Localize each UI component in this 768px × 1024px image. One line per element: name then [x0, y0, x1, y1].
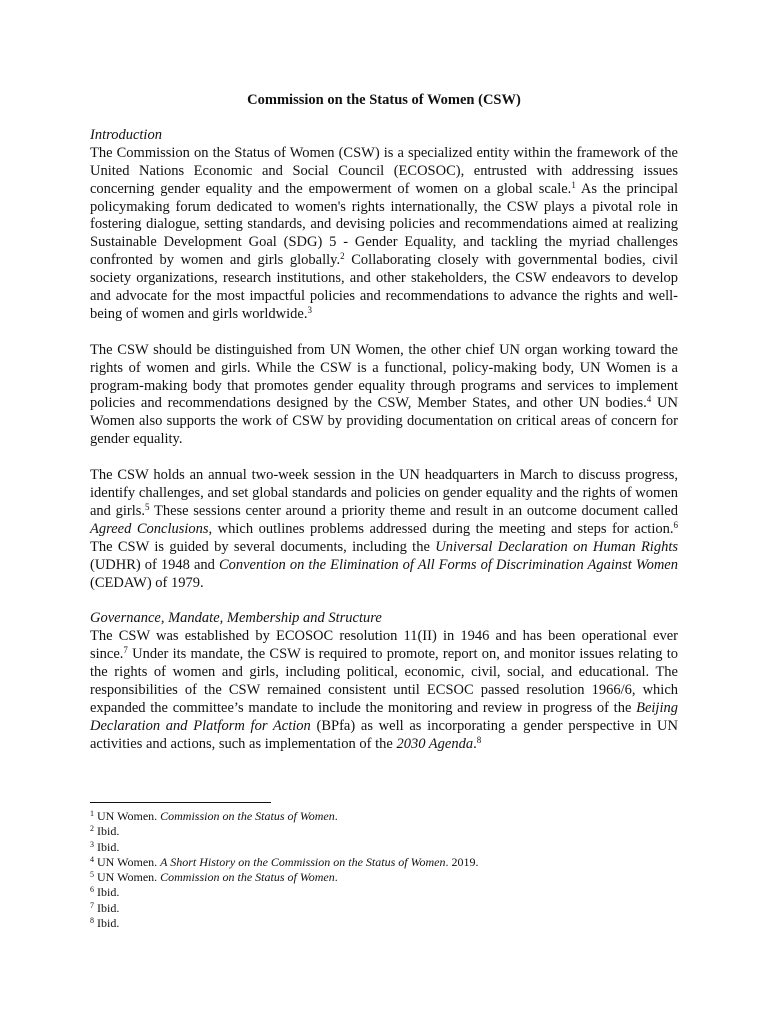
paragraph-un-women	[90, 342, 678, 449]
italic-title: Convention on the Elimination of All Forms of Discrimination Against Women	[218, 556, 678, 573]
footnote-number: 2	[90, 824, 94, 834]
footnote-text: Ibid.	[97, 916, 120, 931]
footnote-number: 4	[90, 854, 94, 864]
footnote-italic: Commission on the Status of Women	[160, 870, 335, 885]
paragraph-session	[90, 467, 678, 592]
footnote-number: 7	[90, 900, 94, 910]
text-run: (CEDAW) of 1979.	[90, 574, 204, 591]
footnote-number: 6	[90, 885, 94, 895]
footnote-after: .	[334, 809, 338, 823]
footnote-item	[90, 855, 678, 870]
footnote-item	[90, 809, 678, 824]
text-run: The CSW was established by ECOSOC resolution 11(II) in 1946 and has been operational ever since.	[90, 628, 678, 663]
footnote-number: 8	[90, 916, 94, 926]
footnote-divider	[90, 802, 271, 803]
footnote-ref: 4	[646, 394, 652, 405]
italic-title: Agreed Conclusions	[90, 520, 209, 537]
footnote-number: 5	[90, 870, 94, 880]
footnote-text: UN Women.	[97, 854, 161, 869]
footnote-ref: 3	[307, 304, 312, 315]
footnote-text: UN Women.	[97, 870, 161, 885]
page-title: Commission on the Status of Women (CSW)	[247, 92, 521, 108]
footnote-text: Ibid.	[97, 839, 120, 854]
footnote-ref: 1	[571, 179, 576, 190]
footnote-text: UN Women.	[97, 809, 161, 823]
footnote-item	[90, 916, 678, 931]
document-body	[90, 92, 678, 754]
footnote-item	[90, 901, 678, 916]
footnote-ref: 7	[123, 645, 128, 656]
text-run: , which outlines problems addressed during the meeting and steps for action.	[208, 520, 674, 537]
footnote-text: Ibid.	[97, 900, 120, 915]
italic-title: Universal Declaration on Human Rights	[435, 538, 679, 555]
footnote-ref: 2	[340, 251, 345, 262]
text-run: The Commission on the Status of Women (CSW) is a specialized entity within the framework of the United Nations Economic and Social Council (ECOSOC), entrusted with addressing issues concerning gender equality and the empowerment of women on a global scale.	[90, 144, 678, 197]
text-run: The CSW should be distinguished from UN Women, the other chief UN organ working toward the rights of women and girls. While the CSW is a functional, policy-making body, UN Women is a program-making body that promotes gender equality through programs and services to implement policies and recommendations designed by the CSW, Member States, and other UN bodies.	[90, 341, 678, 412]
footnote-italic: Commission on the Status of Women	[160, 809, 335, 823]
footnote-text: Ibid.	[97, 885, 120, 900]
footnote-number: 1	[90, 809, 94, 818]
footnote-ref: 6	[673, 519, 678, 530]
footnote-item	[90, 885, 678, 900]
text-run: These sessions center around a priority theme and result in an outcome document called	[149, 502, 678, 519]
text-run: The CSW is guided by several documents, including the	[90, 538, 436, 555]
footnote-text: Ibid.	[97, 824, 120, 839]
text-run: UN Women also supports the work of CSW by providing documentation on critical areas of concern for gender equality.	[90, 395, 678, 448]
footnote-after: .	[334, 870, 338, 885]
text-run: (UDHR) of 1948 and	[90, 556, 219, 573]
footnote-ref: 8	[476, 734, 482, 745]
text-run: .	[473, 735, 477, 752]
paragraph-spacer	[90, 324, 678, 342]
footnote-italic: A Short History on the Commission on the Status of Women	[160, 854, 446, 869]
paragraph-introduction	[90, 145, 678, 324]
section-heading-governance: Governance, Mandate, Membership and Structure	[90, 610, 382, 627]
footnote-item	[90, 824, 678, 839]
footnotes-section	[90, 802, 678, 931]
footnote-item	[90, 870, 678, 885]
text-run: (BPfa) as well as incorporating a gender perspective in UN activities and actions, such as implementation of the	[90, 717, 679, 752]
section-heading-introduction: Introduction	[90, 126, 162, 143]
paragraph-spacer	[90, 592, 678, 610]
text-run: The CSW holds an annual two-week session in the UN headquarters in March to discuss progress, identify challenges, and set global standards and policies on gender equality and the rights of women and girls.	[90, 467, 678, 519]
italic-title: 2030 Agenda	[396, 735, 474, 752]
italic-title: Beijing Declaration and Platform for Action	[90, 699, 678, 734]
text-run: Under its mandate, the CSW is required to promote, report on, and monitor issues relating to the rights of women and girls, including political, economic, civil, social, and educational. The responsibilities of the CSW remained consistent until ECSOC passed resolution 1966/6, which expanded the committee’s mandate to include the monitoring and review in progress of the	[90, 646, 678, 716]
text-run: Collaborating closely with governmental bodies, civil society organizations, research institutions, and other stakeholders, the CSW endeavors to develop and advocate for the most impactful policies and recommendations to advance the rights and well-being of women and girls worldwide.	[90, 252, 678, 322]
text-run: As the principal policymaking forum dedicated to women's rights internationally, the CSW plays a pivotal role in fostering dialogue, setting standards, and devising policies and recommendations aimed at realizing Sustainable Development Goal (SDG) 5 - Gender Equality, and tackling the myriad challenges confronted by women and girls globally.	[90, 180, 678, 269]
footnote-number: 3	[90, 839, 94, 849]
paragraph-governance	[90, 628, 678, 753]
paragraph-spacer	[90, 449, 678, 467]
footnote-ref: 5	[145, 501, 150, 512]
footnote-item	[90, 840, 678, 855]
footnote-after: . 2019.	[445, 854, 479, 869]
